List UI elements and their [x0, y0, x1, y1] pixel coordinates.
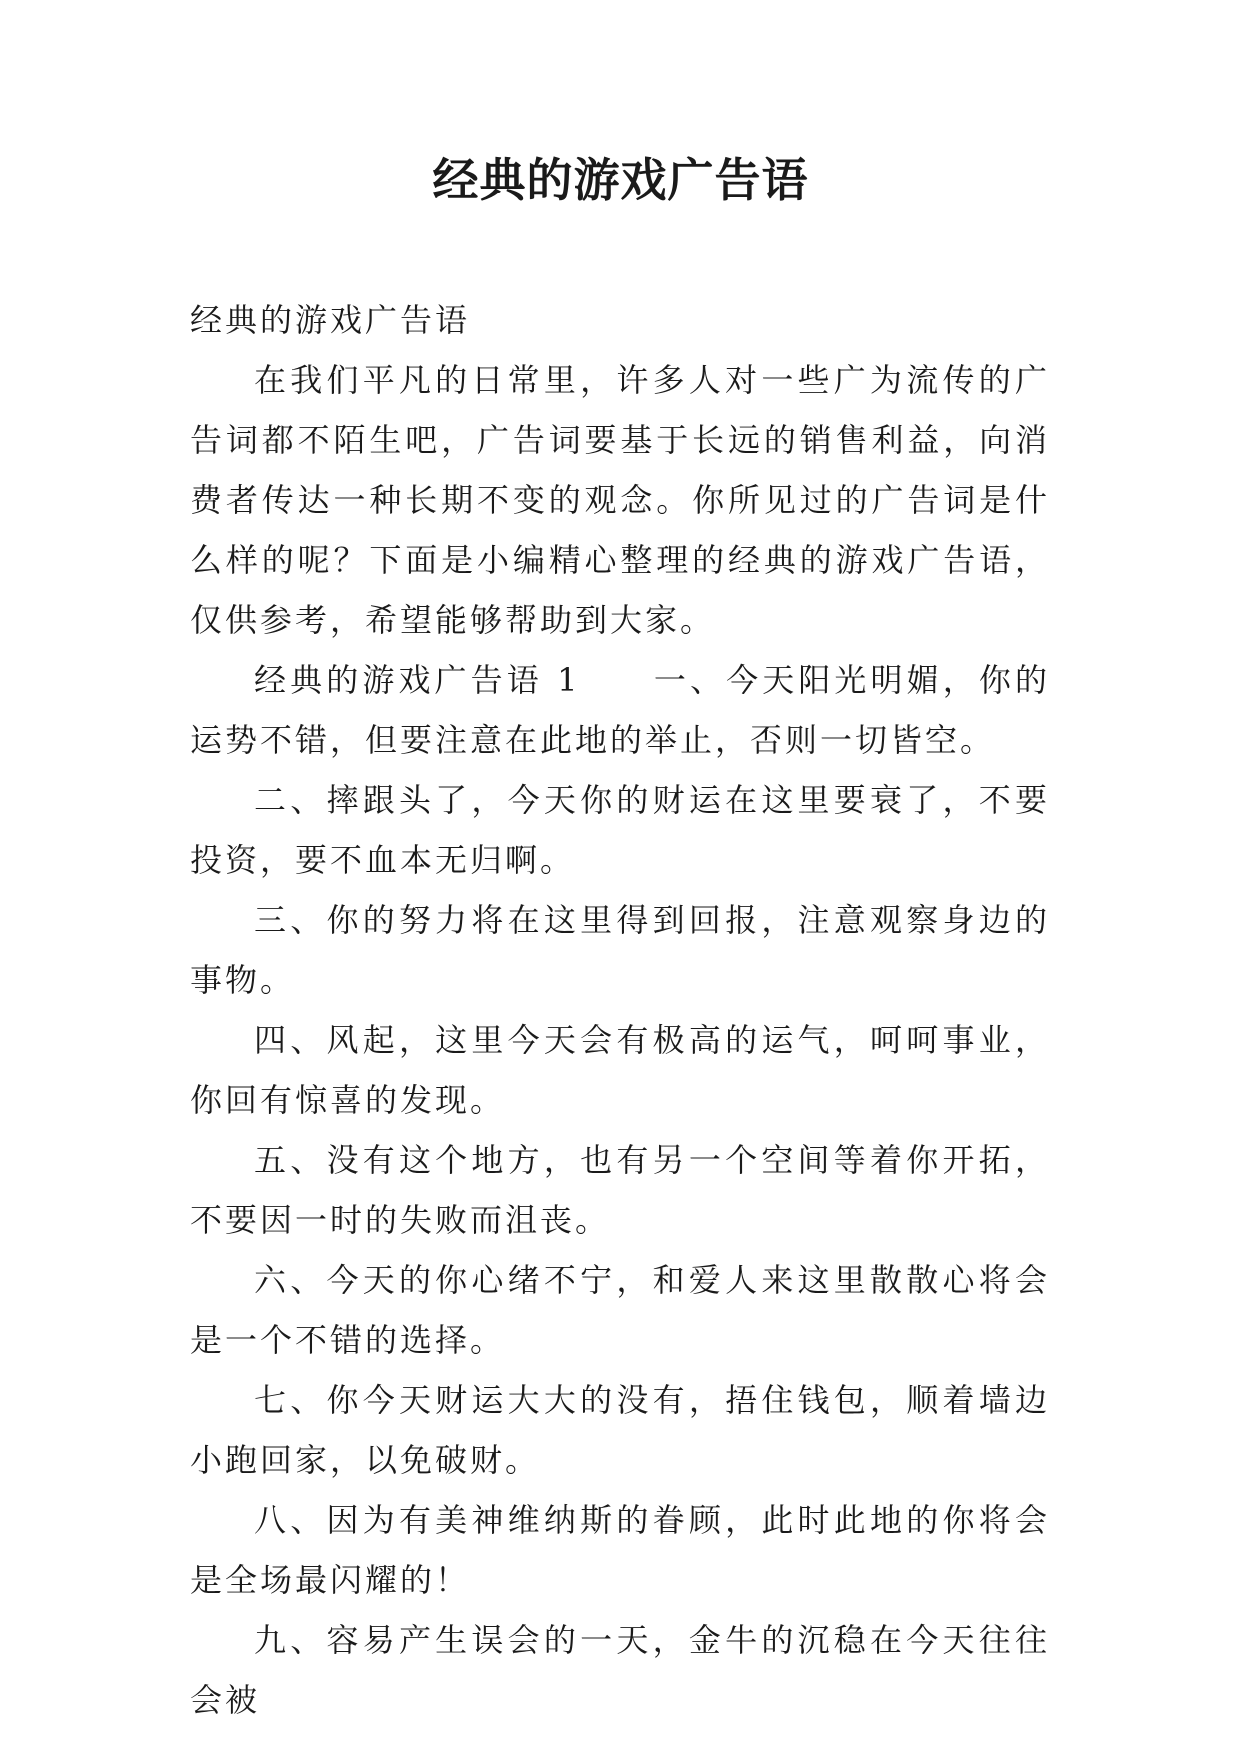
paragraph-item-5: 五、没有这个地方，也有另一个空间等着你开拓，不要因一时的失败而沮丧。	[190, 1141, 1050, 1239]
document-body	[190, 290, 1050, 1730]
document-title: 经典的游戏广告语	[432, 153, 809, 207]
document-subtitle: 经典的游戏广告语	[190, 301, 471, 339]
paragraph-item-2: 二、摔跟头了，今天你的财运在这里要衰了，不要投资，要不血本无归啊。	[190, 781, 1050, 879]
paragraph-item-4: 四、风起，这里今天会有极高的运气，呵呵事业，你回有惊喜的发现。	[190, 1021, 1050, 1119]
paragraph-item-9: 九、容易产生误会的一天，金牛的沉稳在今天往往会被	[190, 1621, 1050, 1719]
paragraph-item-8: 八、因为有美神维纳斯的眷顾，此时此地的你将会是全场最闪耀的！	[190, 1501, 1050, 1599]
paragraph-item-7: 七、你今天财运大大的没有，捂住钱包，顺着墙边小跑回家，以免破财。	[190, 1381, 1050, 1479]
paragraph-item-1: 经典的游戏广告语 1 一、今天阳光明媚，你的运势不错，但要注意在此地的举止，否则一切皆空。	[190, 661, 1050, 759]
paragraph-intro: 在我们平凡的日常里，许多人对一些广为流传的广告词都不陌生吧，广告词要基于长远的销售利益，向消费者传达一种长期不变的观念。你所见过的广告词是什么样的呢？下面是小编精心整理的经典的游戏广告语，仅供参考，希望能够帮助到大家。	[190, 361, 1050, 639]
paragraph-item-6: 六、今天的你心绪不宁，和爱人来这里散散心将会是一个不错的选择。	[190, 1261, 1050, 1359]
paragraph-item-3: 三、你的努力将在这里得到回报，注意观察身边的事物。	[190, 901, 1050, 999]
